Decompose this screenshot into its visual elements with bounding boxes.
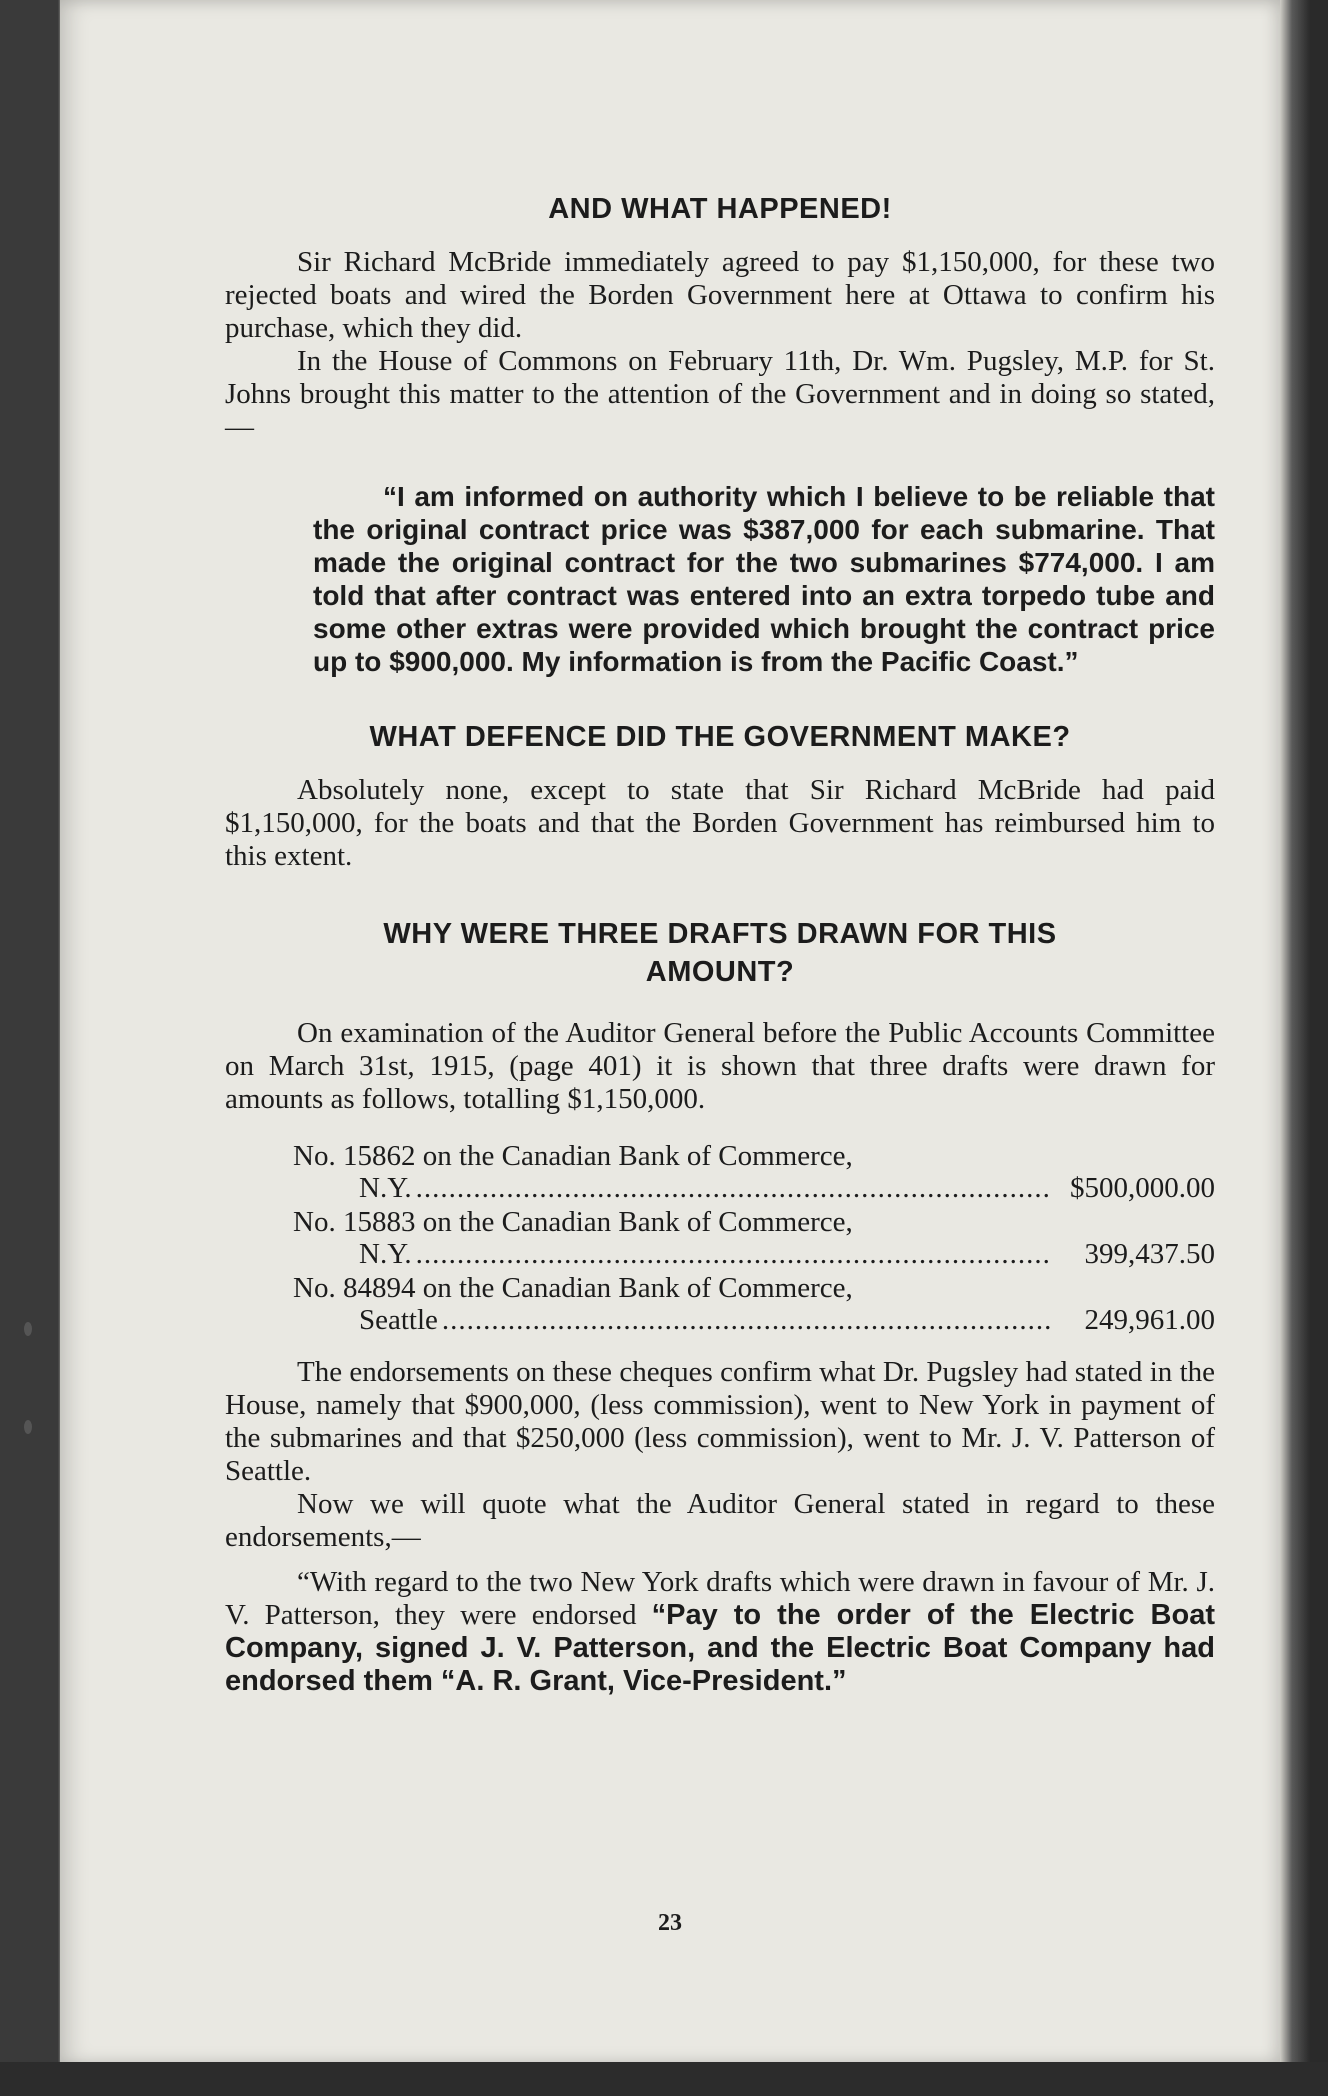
draft-amount: $500,000.00: [1070, 1172, 1215, 1204]
draft-item: [293, 1140, 1215, 1204]
draft-bank: No. 84894 on the Canadian Bank of Commerce,: [293, 1272, 853, 1304]
draft-bank: No. 15883 on the Canadian Bank of Commerce,: [293, 1206, 853, 1238]
paragraph-quote-intro: Now we will quote what the Auditor General stated in regard to these endorsements,—: [225, 1488, 1215, 1553]
paragraph-endorsements: The endorsements on these cheques confirm what Dr. Pugsley had stated in the House, namely that $900,000, (less commission), went to New York in payment of the submarines and that $250,000 (less commission), went to Mr. J. V. Patterson of Seattle.: [225, 1356, 1215, 1487]
dot-leader: [442, 1304, 1051, 1336]
draft-place: N.Y.: [359, 1238, 412, 1270]
heading-three-drafts-line1: WHY WERE THREE DRAFTS DRAWN FOR THIS: [383, 918, 1057, 950]
heading-what-happened: AND WHAT HAPPENED!: [548, 193, 892, 225]
heading-three-drafts-line2: AMOUNT?: [645, 956, 795, 988]
paragraph-auditor-examination: On examination of the Auditor General before the Public Accounts Committee on March 31st, 1915, (page 401) it is shown that three drafts were drawn for amounts as follows, totalling $1,150,000.: [225, 1017, 1215, 1115]
draft-amount: 249,961.00: [1084, 1304, 1215, 1336]
draft-item: [293, 1272, 1215, 1336]
pugsley-quote: “I am informed on authority which I believe to be reliable that the original contract price was $387,000 for each submarine. That made the original contract for the two submarines $774,000. I am told that after contract was entered into an extra torpedo tube and some other extras were provided which brought the contract price up to $900,000. My information is from the Pacific Coast.”: [313, 481, 1215, 677]
drafts-list: [293, 1140, 1215, 1336]
book-page: [60, 0, 1280, 2065]
dot-leader: [416, 1172, 1051, 1204]
heading-three-drafts: [225, 915, 1215, 991]
draft-bank: No. 15862 on the Canadian Bank of Commerce,: [293, 1140, 853, 1172]
heading-what-defence: WHAT DEFENCE DID THE GOVERNMENT MAKE?: [369, 721, 1071, 753]
draft-amount: 399,437.50: [1084, 1238, 1215, 1270]
dot-leader: [416, 1238, 1051, 1270]
page-number: 23: [658, 1910, 682, 1936]
auditor-quote-bold: “Pay to the order of the Electric Boat Company, signed J. V. Patterson, and the Electric Boat Company had endorsed them “A. R. Grant, Vice-President.”: [225, 1599, 1215, 1697]
paragraph-mcbride-agreed: Sir Richard McBride immediately agreed to pay $1,150,000, for these two rejected boats and wired the Borden Government here at Ottawa to confirm his purchase, which they did.: [225, 246, 1215, 344]
page-right-edge: [1280, 0, 1328, 2096]
paragraph-auditor-quote: [225, 1566, 1215, 1698]
paragraph-house-of-commons: In the House of Commons on February 11th, Dr. Wm. Pugsley, M.P. for St. Johns brought this matter to the attention of the Government and in doing so stated,—: [225, 345, 1215, 443]
auditor-quote-plain: “With regard to the two New York drafts which were drawn in favour of Mr. J. V. Patterson, they were endorsed: [225, 1566, 1215, 1631]
margin-mark: [24, 1420, 32, 1434]
draft-item: [293, 1206, 1215, 1270]
draft-place: N.Y.: [359, 1172, 412, 1204]
draft-place: Seattle: [359, 1304, 438, 1336]
page-bottom-edge: [0, 2062, 1328, 2096]
paragraph-absolutely-none: Absolutely none, except to state that Sir Richard McBride had paid $1,150,000, for the boats and that the Borden Government has reimbursed him to this extent.: [225, 774, 1215, 872]
margin-mark: [24, 1322, 32, 1336]
page-content: [225, 190, 1215, 1698]
